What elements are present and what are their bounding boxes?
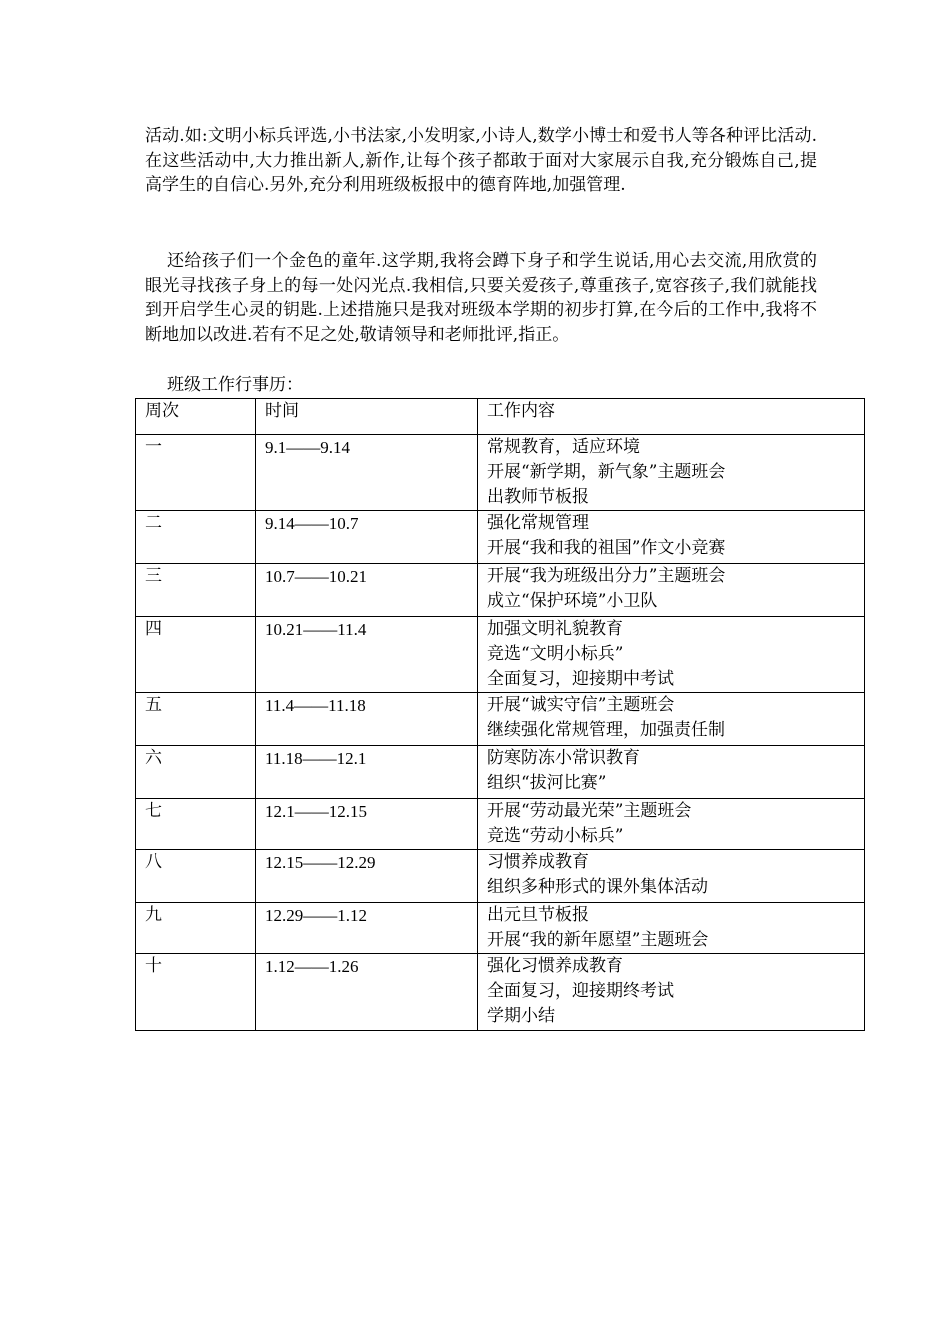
task-item: 组织“拔河比赛” xyxy=(487,773,607,793)
task-item: 学期小结 xyxy=(487,1006,555,1026)
task-item: 加强文明礼貌教育 xyxy=(487,619,623,639)
week-cell: 五 xyxy=(136,693,256,746)
time-cell: 12.29——1.12 xyxy=(256,903,478,954)
task-item: 开展“我的新年愿望”主题班会 xyxy=(487,930,709,950)
week-cell: 十 xyxy=(136,954,256,1031)
week-cell: 九 xyxy=(136,903,256,954)
task-item: 习惯养成教育 xyxy=(487,852,589,872)
paragraph-activities: 活动.如:文明小标兵评选,小书法家,小发明家,小诗人,数学小博士和爱书人等各种评比活动.在这些活动中,大力推出新人,新作,让每个孩子都敢于面对大家展示自我,充分锻炼自己,提高学生的自信心.另外,充分利用班级板报中的德育阵地,加强管理. xyxy=(145,126,817,195)
task-item: 开展“我和我的祖国”作文小竞赛 xyxy=(487,538,726,558)
table-row xyxy=(136,903,865,954)
schedule-title: 班级工作行事历： xyxy=(167,375,303,395)
content-cell xyxy=(478,564,865,617)
content-cell xyxy=(478,511,865,564)
task-item: 开展“诚实守信”主题班会 xyxy=(487,695,675,715)
table-row xyxy=(136,564,865,617)
time-cell: 1.12——1.26 xyxy=(256,954,478,1031)
week-cell: 六 xyxy=(136,746,256,799)
content-cell xyxy=(478,799,865,850)
time-cell: 12.1——12.15 xyxy=(256,799,478,850)
content-cell xyxy=(478,903,865,954)
table-header-row xyxy=(136,399,865,435)
task-item: 成立“保护环境”小卫队 xyxy=(487,591,658,611)
week-cell: 四 xyxy=(136,617,256,693)
content-cell xyxy=(478,746,865,799)
table-row xyxy=(136,617,865,693)
header-content: 工作内容 xyxy=(478,399,865,435)
time-cell: 10.7——10.21 xyxy=(256,564,478,617)
table-row xyxy=(136,954,865,1031)
task-item: 防寒防冻小常识教育 xyxy=(487,748,640,768)
task-item: 出教师节板报 xyxy=(487,487,589,507)
table-row xyxy=(136,799,865,850)
week-cell: 八 xyxy=(136,850,256,903)
task-item: 组织多种形式的课外集体活动 xyxy=(487,877,708,897)
paragraph-childhood: 还给孩子们一个金色的童年.这学期,我将会蹲下身子和学生说话,用心去交流,用欣赏的眼光寻找孩子身上的每一处闪光点.我相信,只要关爱孩子,尊重孩子,宽容孩子,我们就能找到开启学生心灵的钥匙.上述措施只是我对班级本学期的初步打算,在今后的工作中,我将不断地加以改进.若有不足之处,敬请领导和老师批评,指正。 xyxy=(145,251,817,345)
content-cell xyxy=(478,617,865,693)
schedule-table xyxy=(135,398,865,1031)
time-cell: 10.21——11.4 xyxy=(256,617,478,693)
task-item: 开展“新学期，新气象”主题班会 xyxy=(487,462,726,482)
task-item: 竞选“文明小标兵” xyxy=(487,644,624,664)
table-row xyxy=(136,850,865,903)
task-item: 竞选“劳动小标兵” xyxy=(487,826,624,846)
task-item: 强化常规管理 xyxy=(487,513,589,533)
task-item: 出元旦节板报 xyxy=(487,905,589,925)
task-item: 全面复习，迎接期中考试 xyxy=(487,669,674,689)
week-cell: 七 xyxy=(136,799,256,850)
task-item: 继续强化常规管理，加强责任制 xyxy=(487,720,725,740)
header-week: 周次 xyxy=(136,399,256,435)
table-row xyxy=(136,693,865,746)
week-cell: 一 xyxy=(136,435,256,511)
table-row xyxy=(136,511,865,564)
table-row xyxy=(136,746,865,799)
time-cell: 9.1——9.14 xyxy=(256,435,478,511)
content-cell xyxy=(478,693,865,746)
content-cell xyxy=(478,435,865,511)
table-row xyxy=(136,435,865,511)
content-cell xyxy=(478,850,865,903)
task-item: 全面复习，迎接期终考试 xyxy=(487,981,674,1001)
time-cell: 9.14——10.7 xyxy=(256,511,478,564)
time-cell: 12.15——12.29 xyxy=(256,850,478,903)
task-item: 强化习惯养成教育 xyxy=(487,956,623,976)
time-cell: 11.4——11.18 xyxy=(256,693,478,746)
week-cell: 三 xyxy=(136,564,256,617)
time-cell: 11.18——12.1 xyxy=(256,746,478,799)
content-cell xyxy=(478,954,865,1031)
task-item: 常规教育，适应环境 xyxy=(487,437,640,457)
week-cell: 二 xyxy=(136,511,256,564)
task-item: 开展“我为班级出分力”主题班会 xyxy=(487,566,726,586)
header-time: 时间 xyxy=(256,399,478,435)
task-item: 开展“劳动最光荣”主题班会 xyxy=(487,801,692,821)
